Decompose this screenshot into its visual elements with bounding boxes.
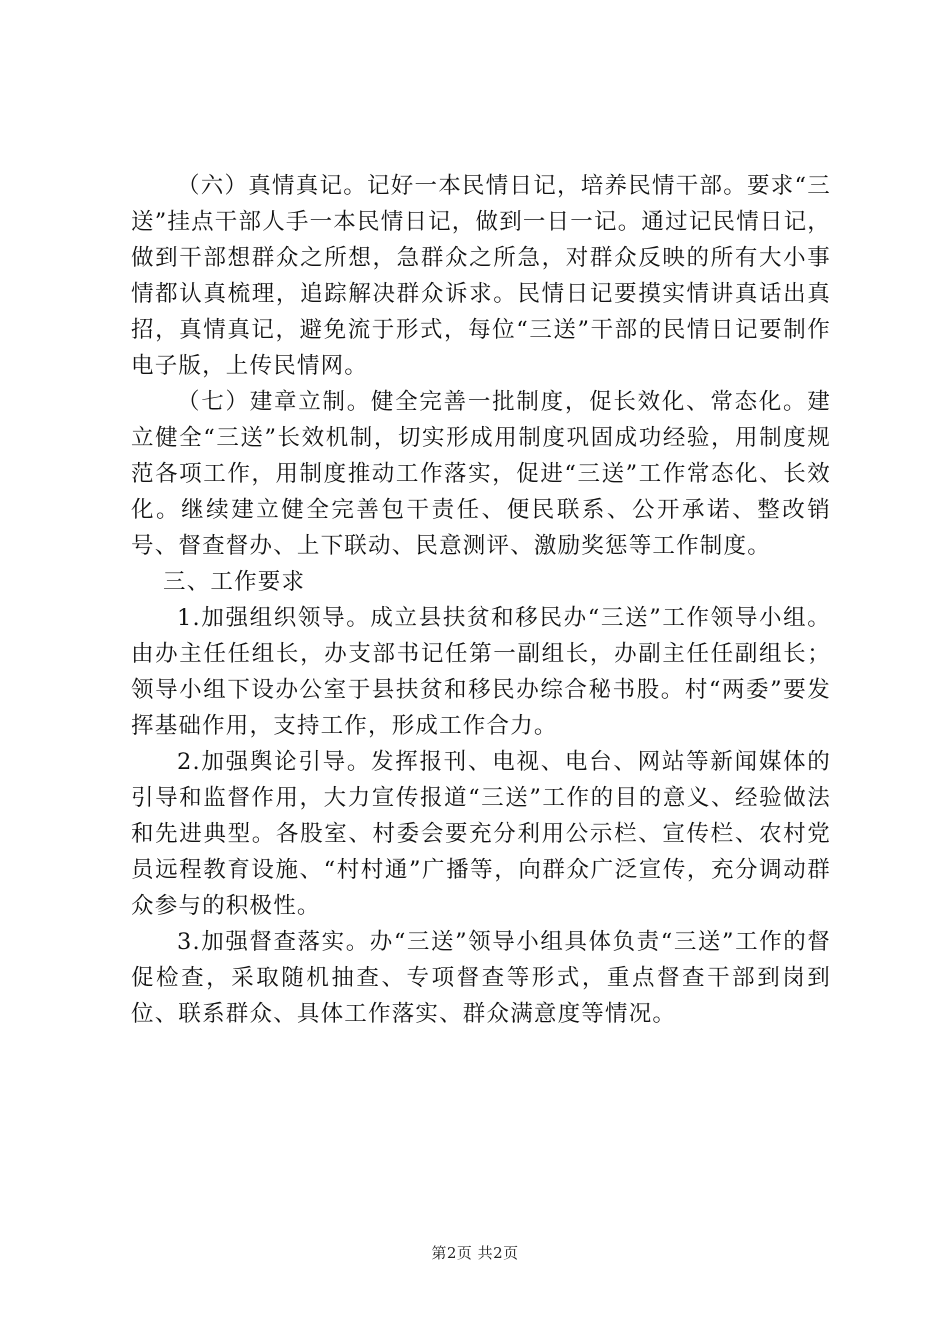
paragraph-section-6: （六）真情真记。记好一本民情日记，培养民情干部。要求“三送”挂点干部人手一本民情日记，做到一日一记。通过记民情日记，做到干部想群众之所想，急群众之所急，对群众反映的所有大小事情都认真梳理，追踪解决群众诉求。民情日记要摸实情讲真话出真招，真情真记，避免流于形式，每位“三送”干部的民情日记要制作电子版，上传民情网。 <box>131 173 832 379</box>
paragraph-requirement-3: 3.加强督查落实。办“三送”领导小组具体负责“三送”工作的督促检查，采取随机抽查、专项督查等形式，重点督查干部到岗到位、联系群众、具体工作落实、群众满意度等情况。 <box>131 929 831 1027</box>
document-body <box>131 168 831 1032</box>
paragraph-requirement-2: 2.加强舆论引导。发挥报刊、电视、电台、网站等新闻媒体的引导和监督作用，大力宣传报道“三送”工作的目的意义、经验做法和先进典型。各股室、村委会要充分利用公示栏、宣传栏、农村党员远程教育设施、“村村通”广播等，向群众广泛宣传，充分调动群众参与的积极性。 <box>131 749 831 919</box>
paragraph-section-7: （七）建章立制。健全完善一批制度，促长效化、常态化。建立健全“三送”长效机制，切实形成用制度巩固成功经验，用制度规范各项工作，用制度推动工作落实，促进“三送”工作常态化、长效化。继续建立健全完善包干责任、便民联系、公开承诺、整改销号、督查督办、上下联动、民意测评、激励奖惩等工作制度。 <box>131 389 831 559</box>
paragraph-requirement-1: 1.加强组织领导。成立县扶贫和移民办“三送”工作领导小组。由办主任任组长，办支部书记任第一副组长，办副主任任副组长；领导小组下设办公室于县扶贫和移民办综合秘书股。村“两委”要发挥基础作用，支持工作，形成工作合力。 <box>131 605 831 739</box>
section-heading-work-requirements: 三、工作要求 <box>163 569 306 595</box>
page-number-footer: 第2页 共2页 <box>431 1244 519 1262</box>
